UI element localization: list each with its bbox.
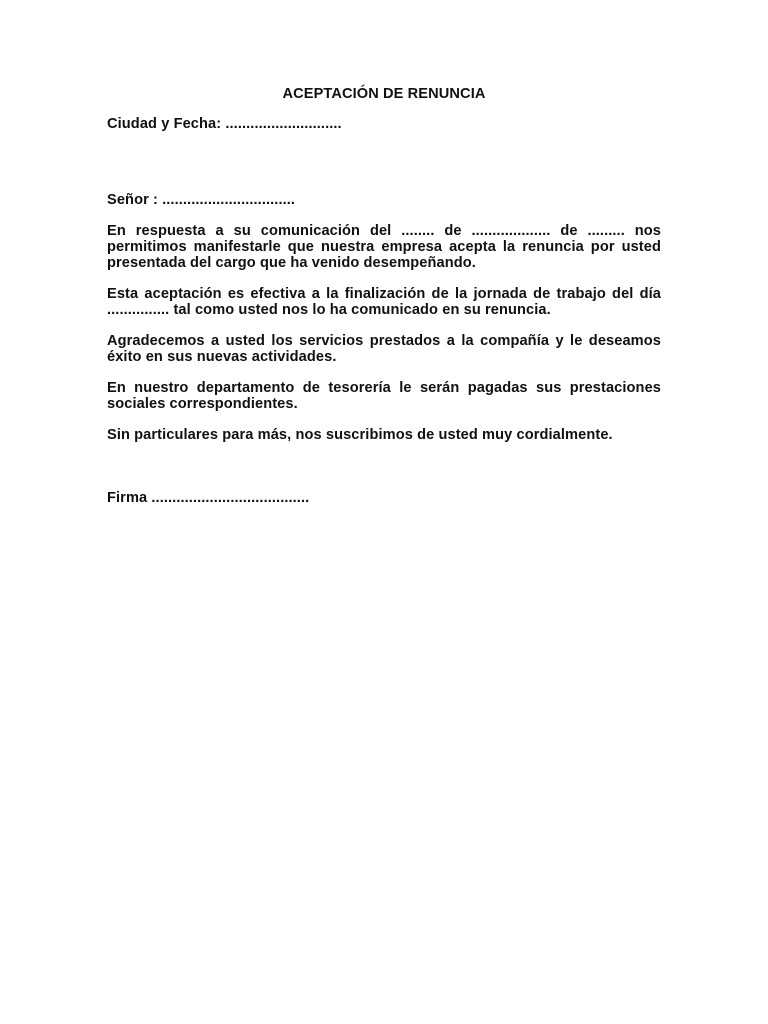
paragraph-effective-date: Esta aceptación es efectiva a la finalización de la jornada de trabajo del día ............... tal como usted nos lo ha comunicado en su renuncia. — [107, 286, 661, 318]
salutation-line: Señor : ................................ — [107, 192, 296, 208]
paragraph-thanks: Agradecemos a usted los servicios prestados a la compañía y le deseamos éxito en sus nuevas actividades. — [107, 333, 661, 365]
document-title: ACEPTACIÓN DE RENUNCIA — [282, 86, 486, 102]
signature-line: Firma ...................................... — [107, 490, 310, 506]
paragraph-treasury: En nuestro departamento de tesorería le serán pagadas sus prestaciones sociales correspondientes. — [107, 380, 661, 412]
letter-body — [107, 86, 661, 506]
paragraph-response: En respuesta a su comunicación del ........ de ................... de ......... nos permitimos manifestarle que nuestra empresa acepta la renuncia por usted presentada del cargo que ha venido desempeñando. — [107, 223, 661, 271]
city-date-line: Ciudad y Fecha: ............................ — [107, 116, 342, 132]
paragraph-closing: Sin particulares para más, nos suscribimos de usted muy cordialmente. — [107, 427, 613, 443]
